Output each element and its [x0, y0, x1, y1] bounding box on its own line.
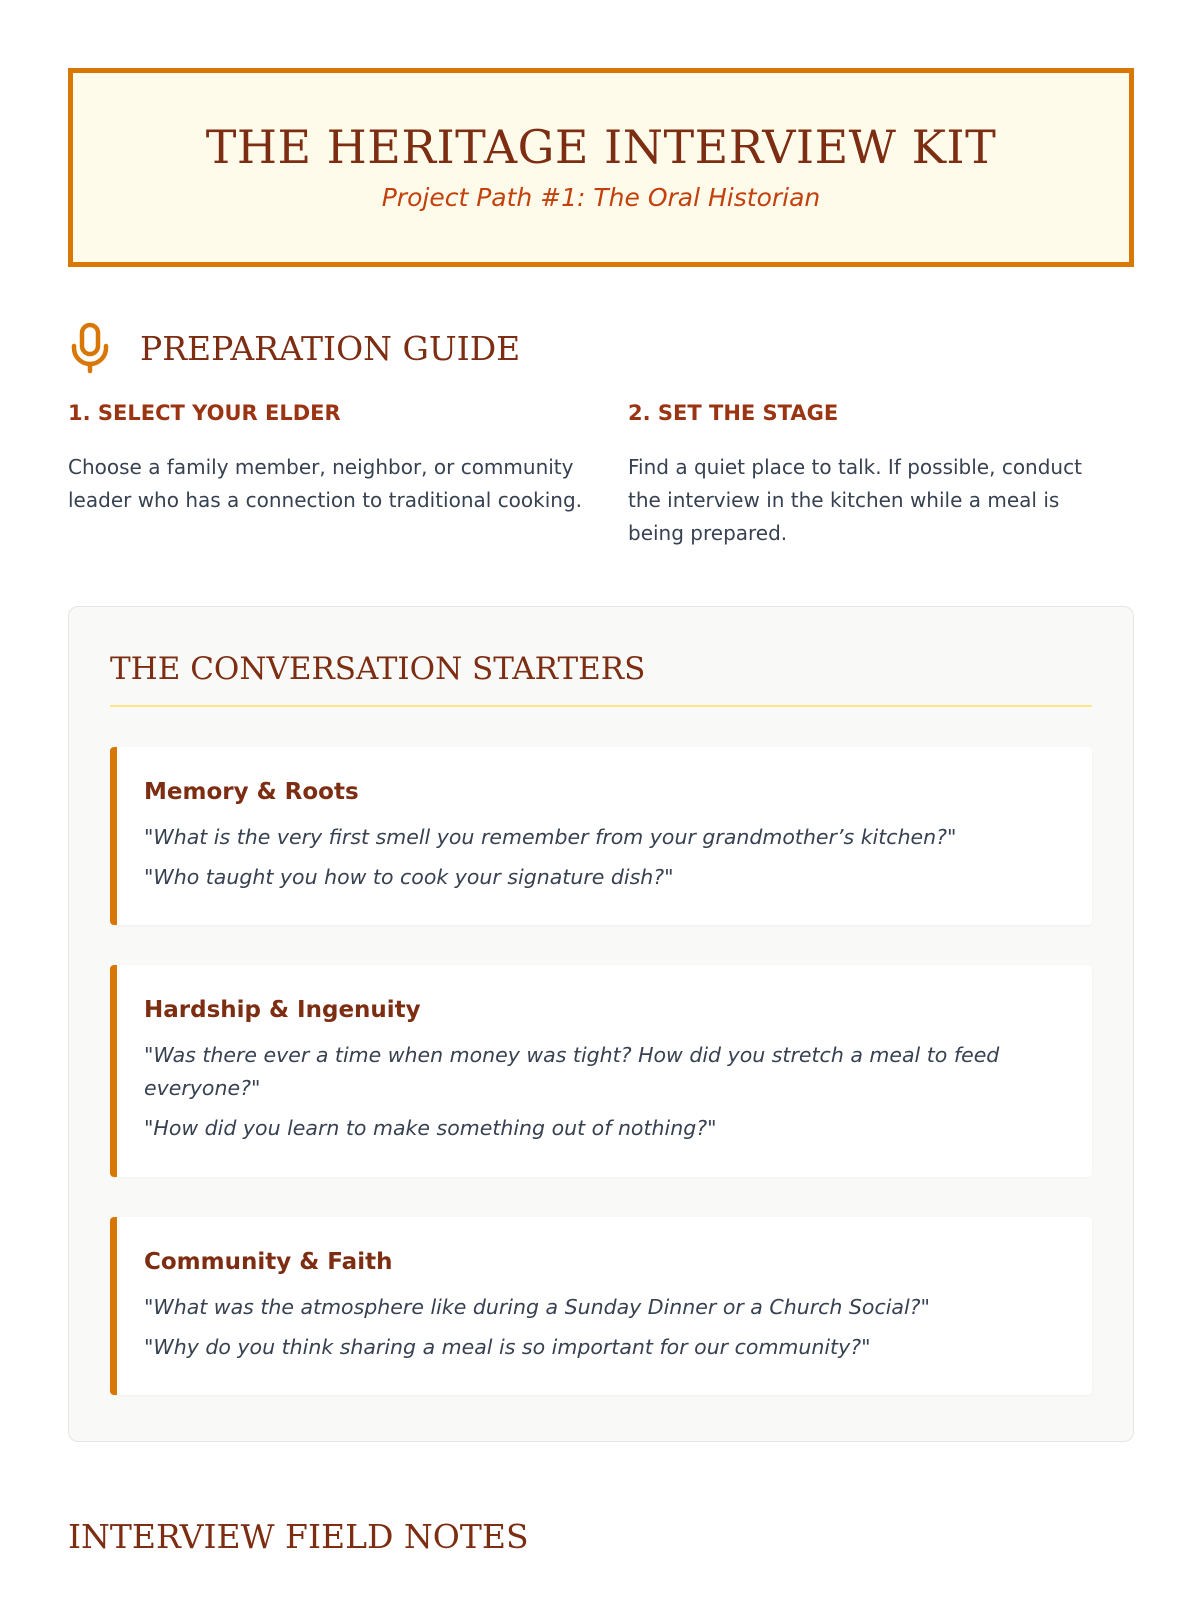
- question-text: "Who taught you how to cook your signature dish?": [144, 865, 674, 889]
- starter-card-community-faith: [110, 1217, 1092, 1395]
- page-subtitle: Project Path #1: The Oral Historian: [381, 183, 821, 212]
- card-title: Community & Faith: [144, 1249, 393, 1275]
- step-title: 2. SET THE STAGE: [628, 401, 839, 425]
- preparation-header: [68, 321, 1134, 375]
- card-questions: [144, 821, 1066, 894]
- page: [68, 68, 1134, 1556]
- question-text: "Was there ever a time when money was tight? How did you stretch a meal to feed everyone?": [144, 1043, 1000, 1100]
- conversation-starters-title: THE CONVERSATION STARTERS: [110, 645, 1092, 707]
- question-text: "What was the atmosphere like during a Sunday Dinner or a Church Social?": [144, 1295, 930, 1319]
- page-title: THE HERITAGE INTERVIEW KIT: [205, 120, 997, 174]
- step-title: 1. SELECT YOUR ELDER: [68, 401, 341, 425]
- card-title: Memory & Roots: [144, 779, 359, 805]
- preparation-title: PREPARATION GUIDE: [140, 328, 521, 368]
- step-select-elder: [68, 401, 628, 550]
- question-text: "How did you learn to make something out of nothing?": [144, 1116, 717, 1140]
- step-set-stage: [628, 401, 1134, 550]
- card-questions: [144, 1039, 1066, 1145]
- step-text: Choose a family member, neighbor, or community leader who has a connection to traditional cooking.: [68, 455, 583, 512]
- title-banner: [68, 68, 1134, 267]
- field-notes-title: INTERVIEW FIELD NOTES: [68, 1517, 529, 1556]
- card-title: Hardship & Ingenuity: [144, 997, 421, 1023]
- question-text: "Why do you think sharing a meal is so important for our community?": [144, 1335, 871, 1359]
- question-text: "What is the very first smell you remember from your grandmother’s kitchen?": [144, 825, 957, 849]
- conversation-starters-panel: [68, 606, 1134, 1442]
- starter-card-hardship-ingenuity: [110, 965, 1092, 1177]
- card-questions: [144, 1291, 1066, 1364]
- preparation-steps: [68, 401, 1134, 550]
- starter-card-memory-roots: [110, 747, 1092, 925]
- microphone-icon: [68, 321, 116, 375]
- step-text: Find a quiet place to talk. If possible, conduct the interview in the kitchen while a meal is being prepared.: [628, 455, 1082, 545]
